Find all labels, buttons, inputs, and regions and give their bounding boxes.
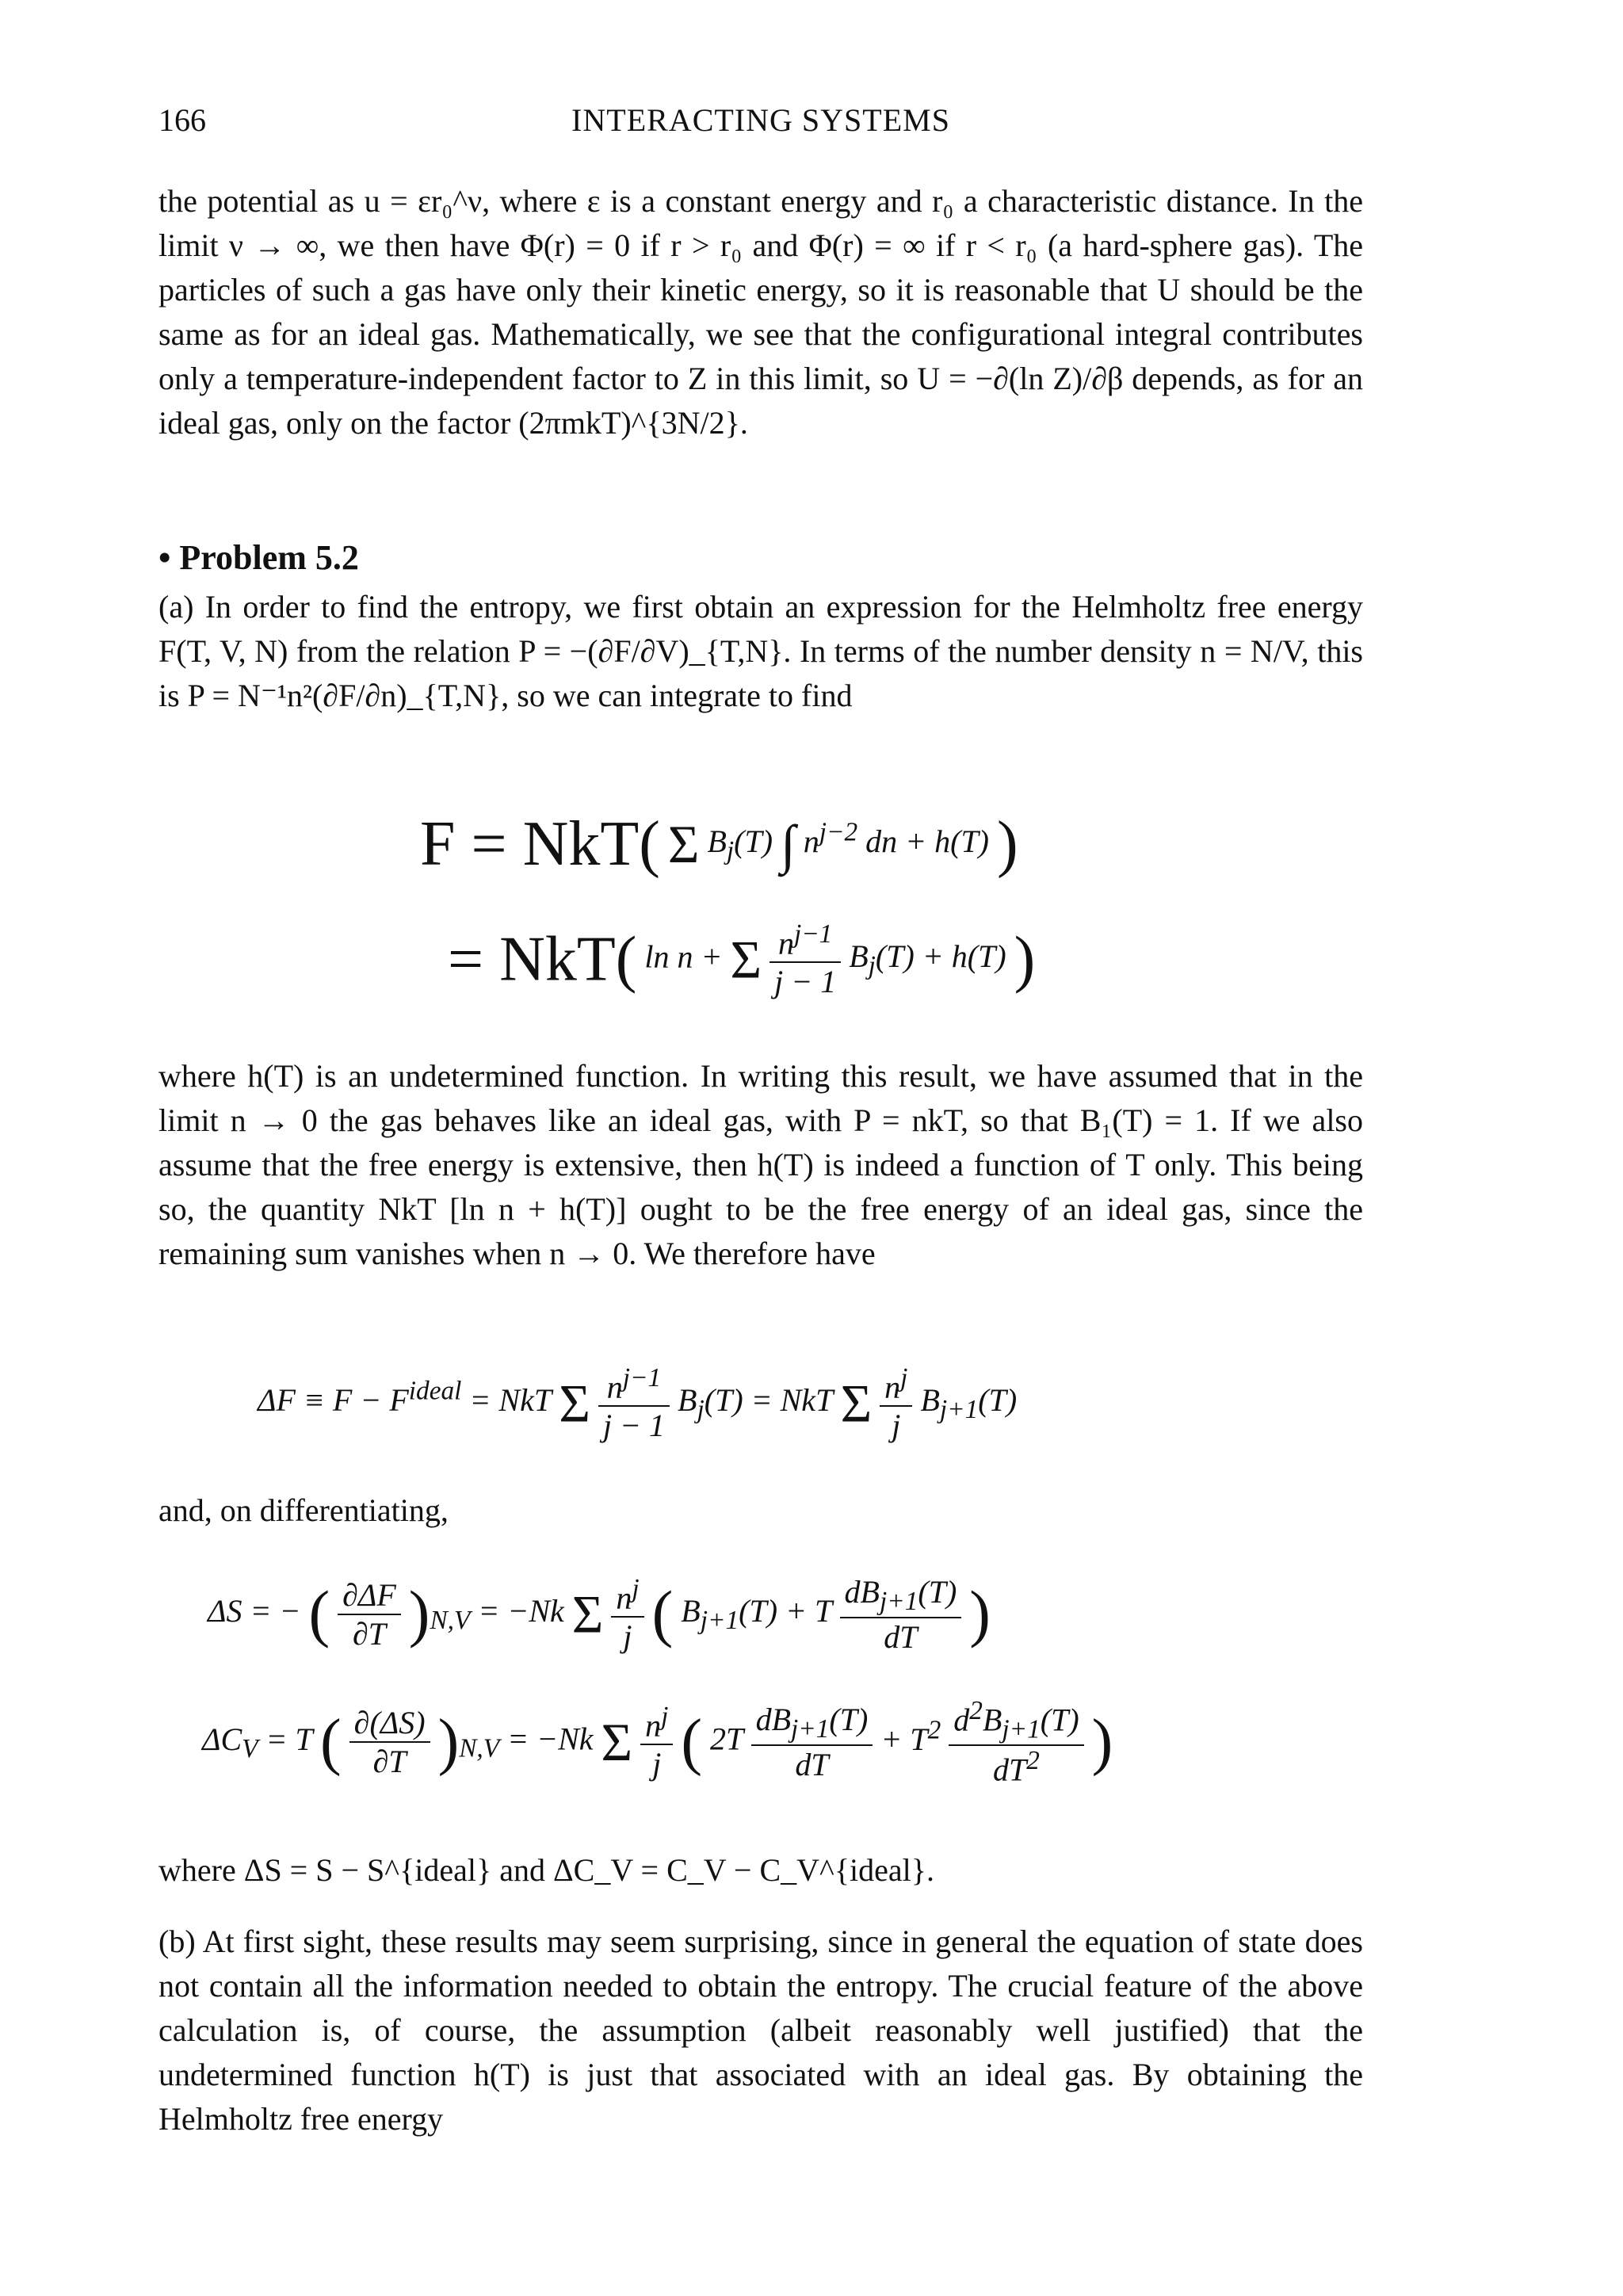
equation-free-energy-line2: = NkT( ln n + Σ $\frac{n^{j-1}}{j - 1}$ $B_j(T) + h(T)$ )	[448, 919, 1036, 1000]
equation-delta-cv: $\Delta C_V = T$ ( $\frac{\partial(\Delta S)}{\partial T}$ )$_{N,V} = -Nk$ Σ $\frac{n^j}{j}$ ( 2T $\frac{dB_{j+1}(T)}{dT}$ + $T^2$ $\frac{d^2B_{j+1}(T)}{dT^2}$ )	[202, 1696, 1113, 1788]
paragraph-ideal-limit: where h(T) is an undetermined function. In writing this result, we have assumed that in the limit n → 0 the gas behaves like an ideal gas, with P = nkT, so that B₁(T) = 1. If we also assume that the free energy is extensive, then h(T) is indeed a function of T only. This being so, the quantity NkT [ln n + h(T)] ought to be the free energy of an ideal gas, since the remaining sum vanishes when n → 0. We therefore have	[158, 1058, 1363, 1271]
equation-free-energy-line1: F = NkT( Σ $B_j(T)$ ∫ $n^{j-2}$ dn + h(T) )	[420, 809, 1018, 879]
running-title: INTERACTING SYSTEMS	[571, 102, 950, 138]
equation-delta-s: ΔS = − ( $\frac{\partial\Delta F}{\partial T}$ )$_{N,V} = -Nk$ Σ $\frac{n^j}{j}$ ( $B_{j+1}(T) + T$ $\frac{dB_{j+1}(T)}{dT}$ )	[208, 1573, 991, 1655]
paragraph-differentiating: and, on differentiating,	[158, 1492, 449, 1528]
problem-heading: • Problem 5.2	[158, 538, 359, 577]
equation-delta-f: $\Delta F \equiv F - F^{ideal}$ = NkT Σ $\frac{n^{j-1}}{j - 1}$ $B_j(T)$ = NkT Σ $\frac{n^j}{j}$ $B_{j+1}(T)$	[258, 1363, 1018, 1444]
paragraph-hard-sphere: the potential as u = εr₀^ν, where ε is a constant energy and r₀ a characteristic distance. In the limit ν → ∞, we then have Φ(r) = 0 if r > r₀ and Φ(r) = ∞ if r < r₀ (a hard-sphere gas). The particles of such a gas have only their kinetic energy, so it is reasonable that U should be the same as for an ideal gas. Mathematically, we see that the configurational integral contributes only a temperature-independent factor to Z in this limit, so U = −∂(ln Z)/∂β depends, as for an ideal gas, only on the factor (2πmkT)^{3N/2}.	[158, 183, 1363, 441]
page-number: 166	[158, 102, 206, 138]
paragraph-definitions: where ΔS = S − S^{ideal} and ΔC_V = C_V − C_V^{ideal}.	[158, 1852, 934, 1888]
paragraph-part-b: (b) At first sight, these results may seem surprising, since in general the equation of state does not contain all the information needed to obtain the entropy. The crucial feature of the above calculation is, of course, the assumption (albeit reasonably well justified) that the undetermined function h(T) is just that associated with an ideal gas. By obtaining the Helmholtz free energy	[158, 1924, 1363, 2137]
paragraph-part-a: (a) In order to find the entropy, we first obtain an expression for the Helmholtz free energy F(T, V, N) from the relation P = −(∂F/∂V)_{T,N}. In terms of the number density n = N/V, this is P = N⁻¹n²(∂F/∂n)_{T,N}, so we can integrate to find	[158, 589, 1363, 713]
